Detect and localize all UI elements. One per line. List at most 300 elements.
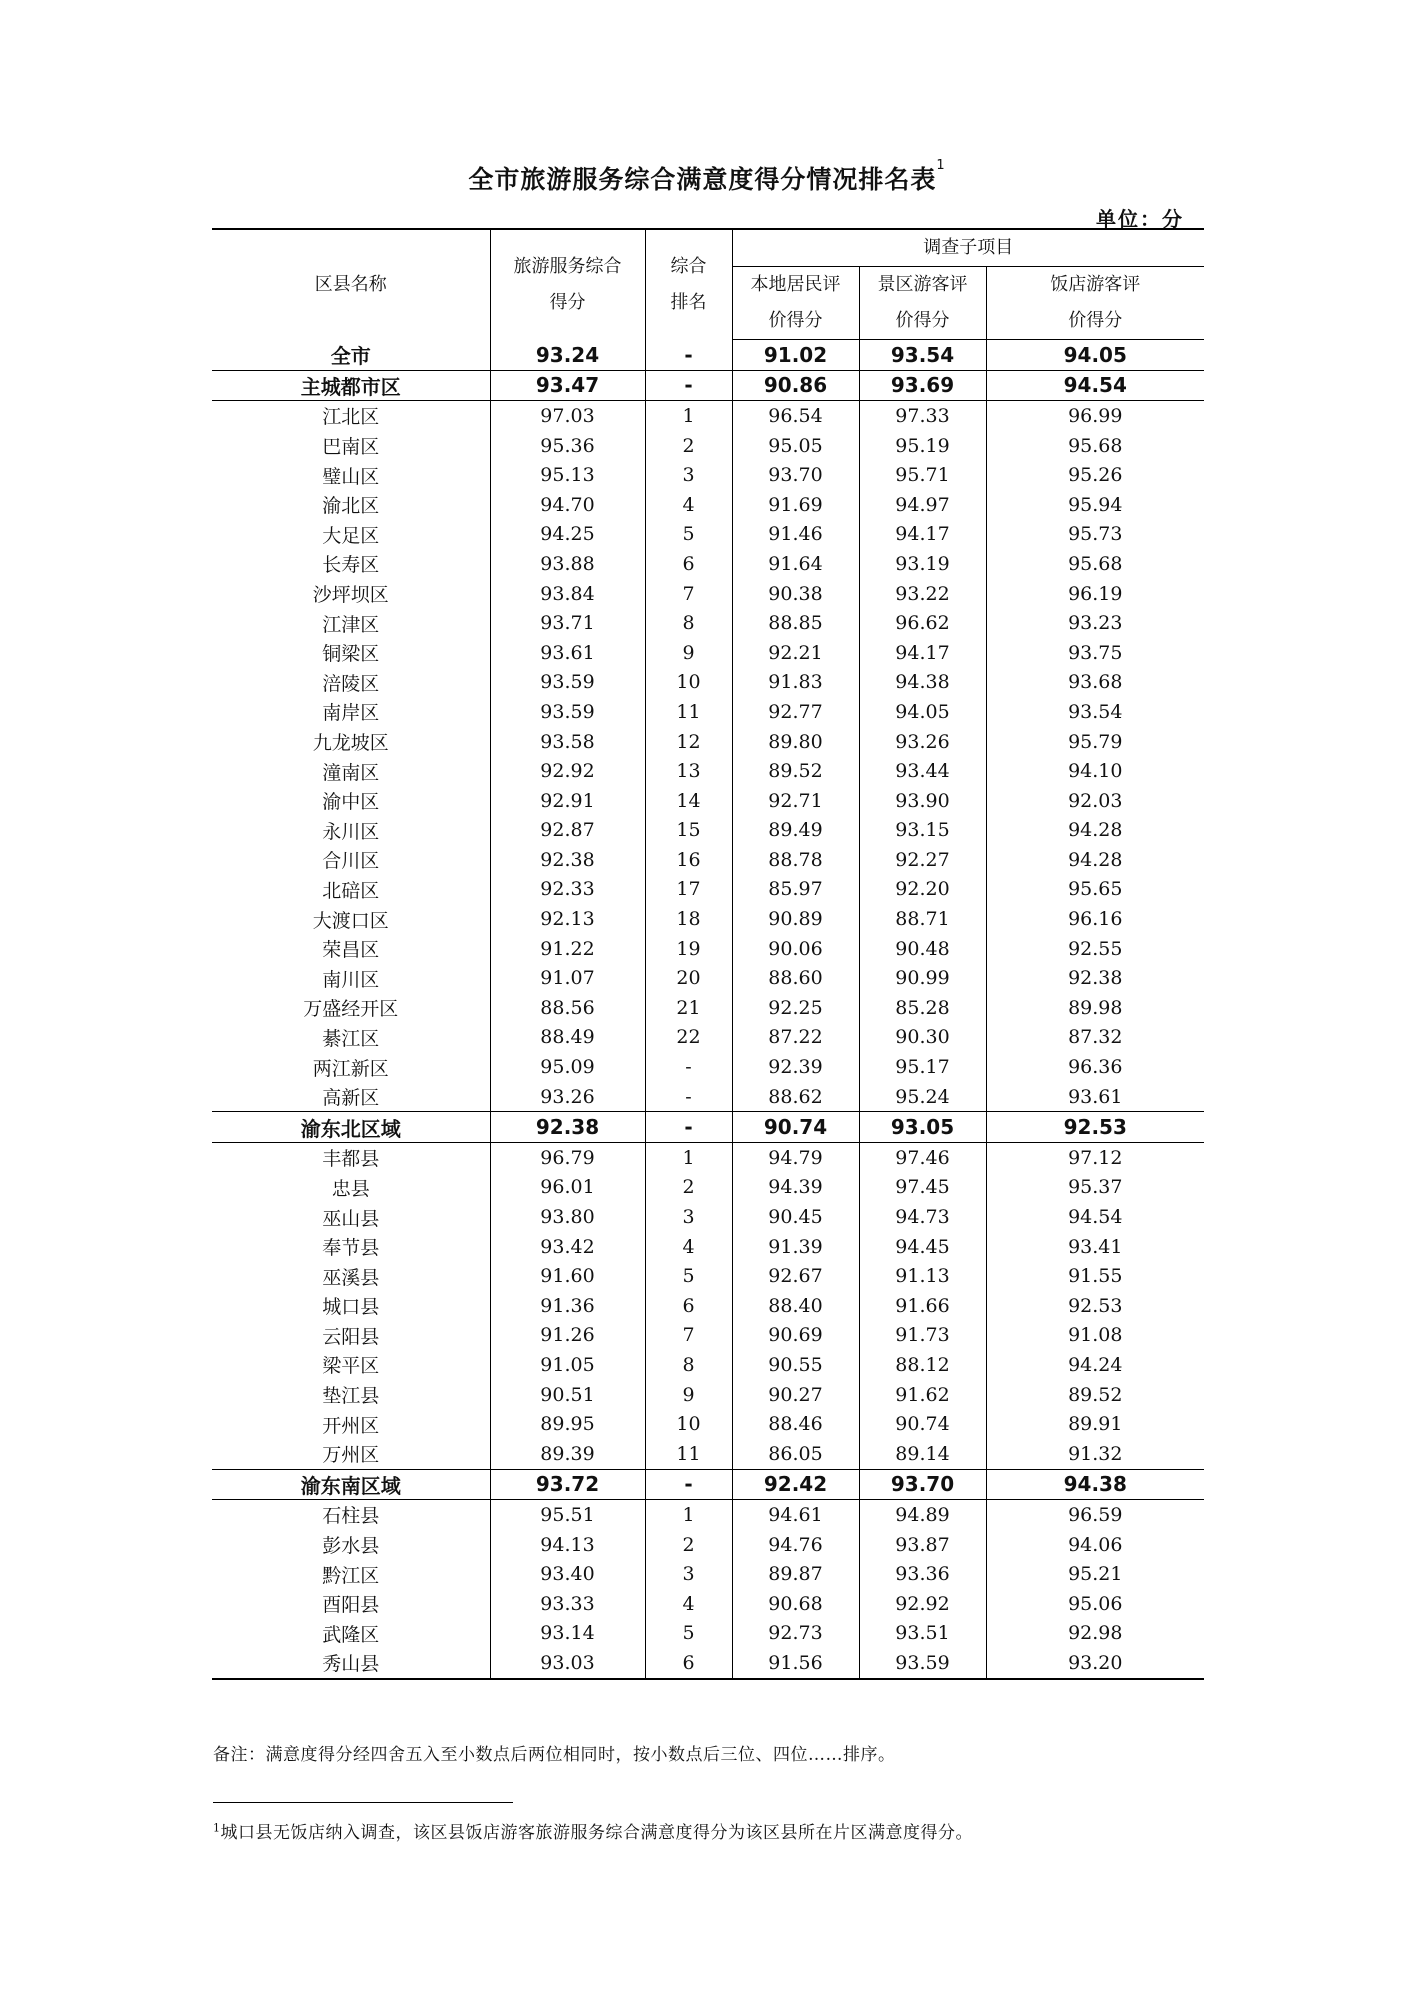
hotel-cell: 95.73 <box>986 520 1204 550</box>
local-cell: 86.05 <box>732 1439 859 1469</box>
local-cell: 90.68 <box>732 1589 859 1619</box>
rank-cell: 11 <box>645 1439 732 1469</box>
rank-cell: 5 <box>645 1261 732 1291</box>
footnote-divider <box>213 1802 513 1803</box>
hotel-cell: 92.53 <box>986 1112 1204 1143</box>
local-cell: 92.73 <box>732 1619 859 1649</box>
scenic-cell: 92.20 <box>859 875 986 905</box>
rank-cell: 7 <box>645 1321 732 1351</box>
district-cell: 渝东南区域 <box>212 1469 490 1500</box>
hotel-cell: 89.98 <box>986 993 1204 1023</box>
hotel-cell: 97.12 <box>986 1143 1204 1173</box>
local-cell: 93.70 <box>732 460 859 490</box>
scenic-cell: 91.62 <box>859 1380 986 1410</box>
hotel-cell: 93.23 <box>986 608 1204 638</box>
hotel-cell: 94.06 <box>986 1530 1204 1560</box>
hotel-cell: 94.54 <box>986 1202 1204 1232</box>
district-cell: 南岸区 <box>322 702 380 725</box>
local-cell: 92.77 <box>732 697 859 727</box>
rank-cell: 1 <box>645 1143 732 1173</box>
score-cell: 93.40 <box>490 1559 645 1589</box>
local-cell: 91.64 <box>732 549 859 579</box>
scenic-cell: 96.62 <box>859 608 986 638</box>
hotel-cell: 96.36 <box>986 1052 1204 1082</box>
score-cell: 94.70 <box>490 490 645 520</box>
scenic-cell: 95.19 <box>859 431 986 461</box>
scenic-cell: 93.22 <box>859 579 986 609</box>
district-cell: 大足区 <box>322 524 380 547</box>
rank-cell: 3 <box>645 1559 732 1589</box>
local-cell: 88.60 <box>732 963 859 993</box>
hotel-cell: 89.52 <box>986 1380 1204 1410</box>
scenic-cell: 91.66 <box>859 1291 986 1321</box>
scenic-cell: 90.48 <box>859 934 986 964</box>
score-cell: 95.51 <box>490 1500 645 1530</box>
table-row <box>212 1202 1204 1232</box>
score-cell: 93.80 <box>490 1202 645 1232</box>
score-cell: 94.13 <box>490 1530 645 1560</box>
local-cell: 85.97 <box>732 875 859 905</box>
scenic-cell: 90.30 <box>859 1023 986 1053</box>
hotel-cell: 93.68 <box>986 668 1204 698</box>
hotel-cell: 91.32 <box>986 1439 1204 1469</box>
title-text: 全市旅游服务综合满意度得分情况排名表 <box>468 165 937 194</box>
scenic-cell: 95.71 <box>859 460 986 490</box>
table-row <box>212 816 1204 846</box>
district-cell: 万盛经开区 <box>303 998 399 1021</box>
hotel-cell: 96.19 <box>986 579 1204 609</box>
table-row <box>212 1232 1204 1262</box>
score-cell: 93.84 <box>490 579 645 609</box>
district-cell: 涪陵区 <box>322 672 380 695</box>
hotel-cell: 93.75 <box>986 638 1204 668</box>
district-cell: 北碚区 <box>322 879 380 902</box>
local-cell: 90.74 <box>732 1112 859 1143</box>
rank-cell: 9 <box>645 1380 732 1410</box>
district-cell: 奉节县 <box>322 1237 380 1260</box>
rank-cell: 19 <box>645 934 732 964</box>
table-row <box>212 1648 1204 1679</box>
hotel-cell: 95.79 <box>986 727 1204 757</box>
rank-cell: 21 <box>645 993 732 1023</box>
local-cell: 91.83 <box>732 668 859 698</box>
group-row <box>212 1469 1204 1500</box>
district-cell: 荣昌区 <box>322 939 380 962</box>
rank-cell: 4 <box>645 1232 732 1262</box>
hotel-cell: 92.38 <box>986 963 1204 993</box>
district-cell: 秀山县 <box>212 1648 490 1679</box>
district-cell: 渝中区 <box>322 791 380 814</box>
scenic-cell: 92.27 <box>859 845 986 875</box>
table-row <box>212 1409 1204 1439</box>
rank-cell: 5 <box>645 520 732 550</box>
scenic-cell: 90.99 <box>859 963 986 993</box>
table-row <box>212 1380 1204 1410</box>
hotel-cell: 92.98 <box>986 1619 1204 1649</box>
table-row <box>212 638 1204 668</box>
rank-cell: 20 <box>645 963 732 993</box>
local-cell: 94.76 <box>732 1530 859 1560</box>
rank-cell: 2 <box>645 1173 732 1203</box>
district-cell: 高新区 <box>322 1087 380 1110</box>
table-row <box>212 963 1204 993</box>
score-cell: 95.36 <box>490 431 645 461</box>
local-cell: 94.39 <box>732 1173 859 1203</box>
local-cell: 91.02 <box>732 340 859 371</box>
local-cell: 90.06 <box>732 934 859 964</box>
rank-cell: 18 <box>645 904 732 934</box>
scenic-cell: 94.17 <box>859 638 986 668</box>
table-row <box>212 1321 1204 1351</box>
scenic-cell: 93.54 <box>859 340 986 371</box>
scenic-cell: 93.59 <box>859 1648 986 1679</box>
rank-cell: - <box>645 340 732 371</box>
hotel-cell: 95.21 <box>986 1559 1204 1589</box>
district-cell: 垫江县 <box>322 1385 380 1408</box>
score-cell: 93.47 <box>490 370 645 401</box>
table-row <box>212 431 1204 461</box>
local-cell: 88.40 <box>732 1291 859 1321</box>
hotel-cell: 92.53 <box>986 1291 1204 1321</box>
hotel-cell: 91.55 <box>986 1261 1204 1291</box>
district-cell: 长寿区 <box>322 554 380 577</box>
scenic-cell: 94.45 <box>859 1232 986 1262</box>
hotel-cell: 96.99 <box>986 401 1204 431</box>
hotel-cell: 93.61 <box>986 1082 1204 1112</box>
table-row <box>212 756 1204 786</box>
hotel-cell: 94.54 <box>986 370 1204 401</box>
score-cell: 93.59 <box>490 668 645 698</box>
rank-cell: 22 <box>645 1023 732 1053</box>
rank-cell: 11 <box>645 697 732 727</box>
scenic-cell: 97.33 <box>859 401 986 431</box>
hotel-cell: 96.59 <box>986 1500 1204 1530</box>
district-cell: 黔江区 <box>322 1564 380 1587</box>
local-cell: 90.86 <box>732 370 859 401</box>
score-cell: 93.42 <box>490 1232 645 1262</box>
table-row <box>212 1023 1204 1053</box>
rank-cell: - <box>645 1112 732 1143</box>
hotel-cell: 93.20 <box>986 1648 1204 1679</box>
table-row <box>212 608 1204 638</box>
district-cell: 巫山县 <box>322 1207 380 1230</box>
score-cell: 93.14 <box>490 1619 645 1649</box>
hotel-cell: 93.54 <box>986 697 1204 727</box>
table-row <box>212 520 1204 550</box>
local-cell: 92.67 <box>732 1261 859 1291</box>
table-row <box>212 1082 1204 1112</box>
district-cell: 武隆区 <box>322 1623 380 1646</box>
hotel-cell: 94.28 <box>986 816 1204 846</box>
local-cell: 92.39 <box>732 1052 859 1082</box>
district-cell: 全市 <box>212 340 490 371</box>
hotel-cell: 94.10 <box>986 756 1204 786</box>
scenic-cell: 91.73 <box>859 1321 986 1351</box>
score-cell: 92.92 <box>490 756 645 786</box>
unit-label: 单位：分 <box>1096 207 1184 231</box>
scenic-cell: 93.87 <box>859 1530 986 1560</box>
header-local <box>732 267 859 340</box>
rank-cell: 3 <box>645 1202 732 1232</box>
score-cell: 94.25 <box>490 520 645 550</box>
rank-cell: 2 <box>645 431 732 461</box>
table-row <box>212 727 1204 757</box>
score-cell: 93.71 <box>490 608 645 638</box>
score-cell: 93.59 <box>490 697 645 727</box>
scenic-cell: 92.92 <box>859 1589 986 1619</box>
hotel-cell: 95.37 <box>986 1173 1204 1203</box>
table-row <box>212 1530 1204 1560</box>
score-cell: 92.38 <box>490 845 645 875</box>
local-cell: 87.22 <box>732 1023 859 1053</box>
district-cell: 巫溪县 <box>322 1266 380 1289</box>
group-row <box>212 370 1204 401</box>
score-cell: 96.01 <box>490 1173 645 1203</box>
rank-cell: 9 <box>645 638 732 668</box>
local-cell: 89.80 <box>732 727 859 757</box>
rank-cell: 8 <box>645 608 732 638</box>
score-cell: 93.33 <box>490 1589 645 1619</box>
scenic-cell: 85.28 <box>859 993 986 1023</box>
score-cell: 93.88 <box>490 549 645 579</box>
scenic-cell: 94.97 <box>859 490 986 520</box>
district-cell: 大渡口区 <box>312 909 389 932</box>
district-cell: 梁平区 <box>322 1355 380 1378</box>
footnote <box>213 1818 973 1843</box>
scenic-cell: 97.45 <box>859 1173 986 1203</box>
score-cell: 91.05 <box>490 1350 645 1380</box>
scenic-cell: 94.89 <box>859 1500 986 1530</box>
score-cell: 92.38 <box>490 1112 645 1143</box>
table-row <box>212 845 1204 875</box>
hotel-cell: 92.55 <box>986 934 1204 964</box>
table-row <box>212 1173 1204 1203</box>
scenic-cell: 89.14 <box>859 1439 986 1469</box>
scenic-cell: 90.74 <box>859 1409 986 1439</box>
ranking-table <box>212 228 1204 1680</box>
score-cell: 92.91 <box>490 786 645 816</box>
district-cell: 渝东北区域 <box>212 1112 490 1143</box>
district-cell: 江北区 <box>322 406 380 429</box>
rank-cell: 2 <box>645 1530 732 1560</box>
district-cell: 永川区 <box>322 820 380 843</box>
local-cell: 94.79 <box>732 1143 859 1173</box>
rank-cell: 10 <box>645 668 732 698</box>
score-cell: 89.39 <box>490 1439 645 1469</box>
scenic-cell: 88.12 <box>859 1350 986 1380</box>
score-cell: 96.79 <box>490 1143 645 1173</box>
district-cell: 合川区 <box>322 850 380 873</box>
table-row <box>212 579 1204 609</box>
header-total-score <box>490 229 645 340</box>
district-cell: 南川区 <box>322 968 380 991</box>
score-cell: 91.22 <box>490 934 645 964</box>
rank-cell: 17 <box>645 875 732 905</box>
scenic-cell: 93.26 <box>859 727 986 757</box>
local-cell: 91.46 <box>732 520 859 550</box>
scenic-cell: 94.73 <box>859 1202 986 1232</box>
header-local-text: 本地居民评价得分 <box>750 274 841 331</box>
score-cell: 92.87 <box>490 816 645 846</box>
hotel-cell: 89.91 <box>986 1409 1204 1439</box>
scenic-cell: 93.70 <box>859 1469 986 1500</box>
hotel-cell: 95.94 <box>986 490 1204 520</box>
rank-cell: 4 <box>645 1589 732 1619</box>
rank-cell: 10 <box>645 1409 732 1439</box>
district-cell: 石柱县 <box>322 1505 380 1528</box>
score-cell: 95.13 <box>490 460 645 490</box>
note: 备注：满意度得分经四舍五入至小数点后两位相同时，按小数点后三位、四位……排序。 <box>213 1745 896 1765</box>
hotel-cell: 95.26 <box>986 460 1204 490</box>
local-cell: 92.42 <box>732 1469 859 1500</box>
district-cell: 开州区 <box>322 1414 380 1437</box>
header-scenic <box>859 267 986 340</box>
local-cell: 88.46 <box>732 1409 859 1439</box>
district-cell: 潼南区 <box>322 761 380 784</box>
scenic-cell: 91.13 <box>859 1261 986 1291</box>
scenic-cell: 94.38 <box>859 668 986 698</box>
rank-cell: 14 <box>645 786 732 816</box>
district-cell: 彭水县 <box>322 1535 380 1558</box>
table-row <box>212 786 1204 816</box>
table-row <box>212 904 1204 934</box>
local-cell: 94.61 <box>732 1500 859 1530</box>
local-cell: 90.89 <box>732 904 859 934</box>
local-cell: 92.25 <box>732 993 859 1023</box>
local-cell: 89.49 <box>732 816 859 846</box>
score-cell: 92.33 <box>490 875 645 905</box>
district-cell: 璧山区 <box>322 465 380 488</box>
local-cell: 89.52 <box>732 756 859 786</box>
page-title <box>0 160 1414 196</box>
rank-cell: 8 <box>645 1350 732 1380</box>
table-row <box>212 1589 1204 1619</box>
rank-cell: 16 <box>645 845 732 875</box>
header-district: 区县名称 <box>212 229 490 340</box>
hotel-cell: 95.68 <box>986 431 1204 461</box>
table-row <box>212 1143 1204 1173</box>
group-row <box>212 1112 1204 1143</box>
table-row <box>212 1559 1204 1589</box>
local-cell: 90.27 <box>732 1380 859 1410</box>
table-row <box>212 460 1204 490</box>
district-cell: 云阳县 <box>322 1325 380 1348</box>
score-cell: 89.95 <box>490 1409 645 1439</box>
hotel-cell: 87.32 <box>986 1023 1204 1053</box>
hotel-cell: 94.28 <box>986 845 1204 875</box>
district-cell: 铜梁区 <box>322 643 380 666</box>
table-row <box>212 993 1204 1023</box>
score-cell: 97.03 <box>490 401 645 431</box>
local-cell: 88.85 <box>732 608 859 638</box>
scenic-cell: 93.51 <box>859 1619 986 1649</box>
rank-cell: - <box>645 1469 732 1500</box>
score-cell: 91.36 <box>490 1291 645 1321</box>
table-row <box>212 490 1204 520</box>
table-row <box>212 1291 1204 1321</box>
score-cell: 93.72 <box>490 1469 645 1500</box>
header-hotel <box>986 267 1204 340</box>
local-cell: 88.78 <box>732 845 859 875</box>
district-cell: 酉阳县 <box>322 1594 380 1617</box>
scenic-cell: 88.71 <box>859 904 986 934</box>
hotel-cell: 94.24 <box>986 1350 1204 1380</box>
rank-cell: 12 <box>645 727 732 757</box>
scenic-cell: 93.36 <box>859 1559 986 1589</box>
score-cell: 93.61 <box>490 638 645 668</box>
table-row <box>212 401 1204 431</box>
rank-cell: 15 <box>645 816 732 846</box>
hotel-cell: 96.16 <box>986 904 1204 934</box>
district-cell: 城口县 <box>322 1296 380 1319</box>
group-row <box>212 340 1204 371</box>
local-cell: 92.21 <box>732 638 859 668</box>
rank-cell: - <box>645 370 732 401</box>
rank-cell: 13 <box>645 756 732 786</box>
district-cell: 忠县 <box>331 1177 370 1200</box>
score-cell: 88.49 <box>490 1023 645 1053</box>
rank-cell: 6 <box>645 1648 732 1679</box>
scenic-cell: 93.90 <box>859 786 986 816</box>
district-cell: 沙坪坝区 <box>312 584 389 607</box>
local-cell: 91.56 <box>732 1648 859 1679</box>
local-cell: 88.62 <box>732 1082 859 1112</box>
hotel-cell: 95.68 <box>986 549 1204 579</box>
scenic-cell: 93.05 <box>859 1112 986 1143</box>
district-cell: 主城都市区 <box>212 370 490 401</box>
footnote-mark: 1 <box>213 1821 221 1835</box>
score-cell: 92.13 <box>490 904 645 934</box>
district-cell: 渝北区 <box>322 495 380 518</box>
local-cell: 89.87 <box>732 1559 859 1589</box>
rank-cell: 6 <box>645 1291 732 1321</box>
header-rank-text: 综合排名 <box>670 255 707 313</box>
local-cell: 92.71 <box>732 786 859 816</box>
score-cell: 93.24 <box>490 340 645 371</box>
district-cell: 丰都县 <box>322 1148 380 1171</box>
hotel-cell: 92.03 <box>986 786 1204 816</box>
district-cell: 江津区 <box>322 613 380 636</box>
footnote-text: 城口县无饭店纳入调查，该区县饭店游客旅游服务综合满意度得分为该区县所在片区满意度得分。 <box>220 1823 973 1843</box>
table-row <box>212 1439 1204 1469</box>
district-cell: 万州区 <box>322 1444 380 1467</box>
local-cell: 91.69 <box>732 490 859 520</box>
score-cell: 93.26 <box>490 1082 645 1112</box>
scenic-cell: 93.15 <box>859 816 986 846</box>
table-row <box>212 668 1204 698</box>
rank-cell: - <box>645 1082 732 1112</box>
score-cell: 90.51 <box>490 1380 645 1410</box>
header-scenic-text: 景区游客评价得分 <box>877 274 968 331</box>
score-cell: 91.60 <box>490 1261 645 1291</box>
table-row <box>212 1619 1204 1649</box>
score-cell: 91.07 <box>490 963 645 993</box>
scenic-cell: 94.17 <box>859 520 986 550</box>
scenic-cell: 95.24 <box>859 1082 986 1112</box>
table-row <box>212 1052 1204 1082</box>
header-survey-items: 调查子项目 <box>732 229 1204 267</box>
district-cell: 綦江区 <box>322 1027 380 1050</box>
table-row <box>212 875 1204 905</box>
table-row <box>212 1500 1204 1530</box>
hotel-cell: 91.08 <box>986 1321 1204 1351</box>
score-cell: 95.09 <box>490 1052 645 1082</box>
score-cell: 91.26 <box>490 1321 645 1351</box>
local-cell: 95.05 <box>732 431 859 461</box>
rank-cell: 3 <box>645 460 732 490</box>
hotel-cell: 95.06 <box>986 1589 1204 1619</box>
rank-cell: - <box>645 1052 732 1082</box>
